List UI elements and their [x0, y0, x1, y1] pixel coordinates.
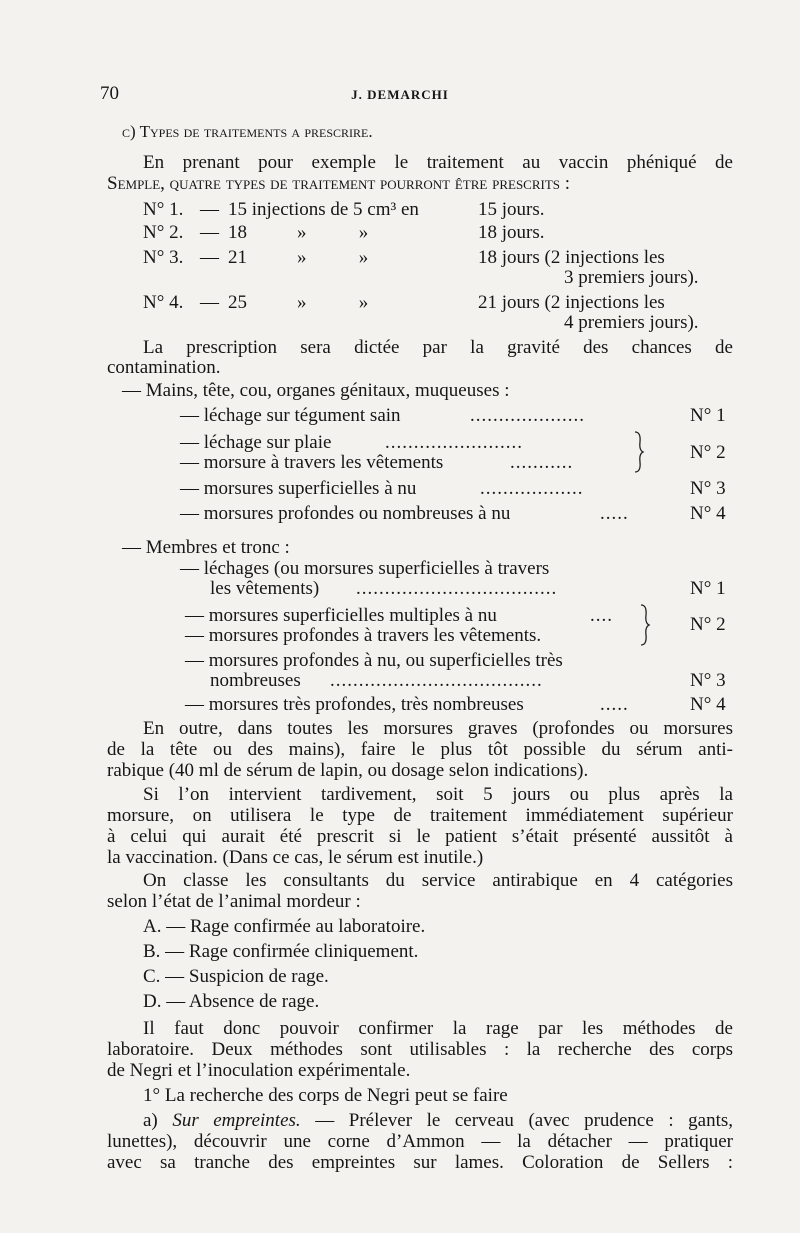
- limbs-item-4-no: N° 2: [690, 614, 726, 635]
- category-b: B. — Rage confirmée cliniquement.: [143, 941, 419, 962]
- intro-line-2: Semple, quatre types de traitement pourront être prescrits :: [107, 173, 571, 194]
- type-3-injections: 21: [228, 247, 247, 268]
- limbs-item-3-text: — morsures superficielles multiples à nu: [185, 605, 497, 626]
- category-d: D. — Absence de rage.: [143, 991, 320, 1012]
- type-2-dash: —: [200, 222, 219, 243]
- categories-line-1: On classe les consultants du service antirabique en 4 catégories: [143, 870, 733, 891]
- running-header-author: J. DEMARCHI: [351, 87, 449, 102]
- serum-line-2: de la tête ou des mains), faire le plus tôt possible du sérum anti-: [107, 739, 733, 760]
- negri-a-line-1: [143, 1110, 733, 1131]
- heads-item-1-dots: ....................: [470, 405, 585, 426]
- limbs-item-5-text: — morsures profondes à nu, ou superficielles très: [185, 650, 563, 671]
- heads-item-4-text: — morsures superficielles à nu: [180, 478, 417, 499]
- heads-item-3-dots: ...........: [510, 452, 574, 473]
- serum-line-3: rabique (40 ml de sérum de lapin, ou dosage selon indications).: [107, 760, 589, 781]
- category-a: A. — Rage confirmée au laboratoire.: [143, 916, 426, 937]
- heads-group-title: — Mains, tête, cou, organes génitaux, muqueuses :: [122, 380, 510, 401]
- type-1-days: 15 jours.: [478, 199, 545, 220]
- negri-a-rest: — Prélever le cerveau (avec prudence : gants,: [300, 1110, 733, 1131]
- heads-item-2-dots: ........................: [385, 432, 523, 453]
- heads-item-2-text: — léchage sur plaie: [180, 432, 332, 453]
- brace-icon: [632, 430, 646, 474]
- negri-a-line-3: avec sa tranche des empreintes sur lames. Coloration de Sellers :: [107, 1152, 733, 1173]
- type-2-ditto: » »: [297, 222, 369, 243]
- negri-a-label: a): [143, 1110, 173, 1131]
- late-line-3: à celui qui aurait été prescrit si le patient s’était présenté aussitôt à: [107, 826, 733, 847]
- type-4-extra: 4 premiers jours).: [564, 312, 699, 333]
- confirm-line-1: Il faut donc pouvoir confirmer la rage par les méthodes de: [143, 1018, 733, 1039]
- prescription-line-1: La prescription sera dictée par la gravité des chances de: [143, 337, 733, 358]
- limbs-item-6-text: nombreuses: [210, 670, 301, 691]
- limbs-group-title: — Membres et tronc :: [122, 537, 290, 558]
- late-line-4: la vaccination. (Dans ce cas, le sérum est inutile.): [107, 847, 484, 868]
- heads-item-1-text: — léchage sur tégument sain: [180, 405, 401, 426]
- type-4-injections: 25: [228, 292, 247, 313]
- heads-item-1-no: N° 1: [690, 405, 726, 426]
- limbs-item-6-no: N° 3: [690, 670, 726, 691]
- heads-item-4-dots: ..................: [480, 478, 584, 499]
- type-1-no: N° 1.: [143, 199, 184, 220]
- categories-line-2: selon l’état de l’animal mordeur :: [107, 891, 361, 912]
- type-3-days: 18 jours (2 injections les: [478, 247, 665, 268]
- type-1-injections: 15 injections de 5 cm³ en: [228, 199, 419, 220]
- heads-item-5-dots: .....: [600, 503, 629, 524]
- heads-item-4-no: N° 3: [690, 478, 726, 499]
- serum-line-1: En outre, dans toutes les morsures graves (profondes ou morsures: [143, 718, 733, 739]
- limbs-item-2-dots: ...................................: [356, 578, 558, 599]
- confirm-line-2: laboratoire. Deux méthodes sont utilisables : la recherche des corps: [107, 1039, 733, 1060]
- limbs-item-7-dots: .....: [600, 694, 629, 715]
- heads-item-5-no: N° 4: [690, 503, 726, 524]
- type-2-days: 18 jours.: [478, 222, 545, 243]
- limbs-item-1-text: — léchages (ou morsures superficielles à travers: [180, 558, 550, 579]
- negri-a-italic: Sur empreintes.: [172, 1110, 301, 1131]
- heads-item-3-no: N° 2: [690, 442, 726, 463]
- type-3-ditto: » »: [297, 247, 369, 268]
- type-1-dash: —: [200, 199, 219, 220]
- late-line-2: morsure, on utilisera le type de traitement immédiatement supérieur: [107, 805, 733, 826]
- limbs-item-7-text: — morsures très profondes, très nombreuses: [185, 694, 524, 715]
- confirm-line-3: de Negri et l’inoculation expérimentale.: [107, 1060, 411, 1081]
- type-4-no: N° 4.: [143, 292, 184, 313]
- section-title: c) Types de traitements a prescrire.: [122, 122, 373, 141]
- limbs-item-2-text: les vêtements): [210, 578, 320, 599]
- heads-item-5-text: — morsures profondes ou nombreuses à nu: [180, 503, 511, 524]
- brace-icon: [638, 603, 652, 647]
- late-line-1: Si l’on intervient tardivement, soit 5 jours ou plus après la: [143, 784, 733, 805]
- type-2-no: N° 2.: [143, 222, 184, 243]
- negri-a-line-2: lunettes), découvrir une corne d’Ammon — la détacher — pratiquer: [107, 1131, 733, 1152]
- type-3-dash: —: [200, 247, 219, 268]
- type-3-extra: 3 premiers jours).: [564, 267, 699, 288]
- heads-item-3-text: — morsure à travers les vêtements: [180, 452, 444, 473]
- limbs-item-3-dots: ....: [590, 605, 613, 626]
- page-number: 70: [100, 83, 119, 104]
- limbs-item-4-text: — morsures profondes à travers les vêtements.: [185, 625, 542, 646]
- prescription-line-2: contamination.: [107, 357, 221, 378]
- type-2-injections: 18: [228, 222, 247, 243]
- intro-line-1: En prenant pour exemple le traitement au vaccin phéniqué de: [143, 152, 733, 173]
- type-4-dash: —: [200, 292, 219, 313]
- type-4-ditto: » »: [297, 292, 369, 313]
- limbs-item-2-no: N° 1: [690, 578, 726, 599]
- category-c: C. — Suspicion de rage.: [143, 966, 329, 987]
- limbs-item-6-dots: .....................................: [330, 670, 543, 691]
- type-3-no: N° 3.: [143, 247, 184, 268]
- negri-heading: 1° La recherche des corps de Negri peut se faire: [143, 1085, 508, 1106]
- type-4-days: 21 jours (2 injections les: [478, 292, 665, 313]
- limbs-item-7-no: N° 4: [690, 694, 726, 715]
